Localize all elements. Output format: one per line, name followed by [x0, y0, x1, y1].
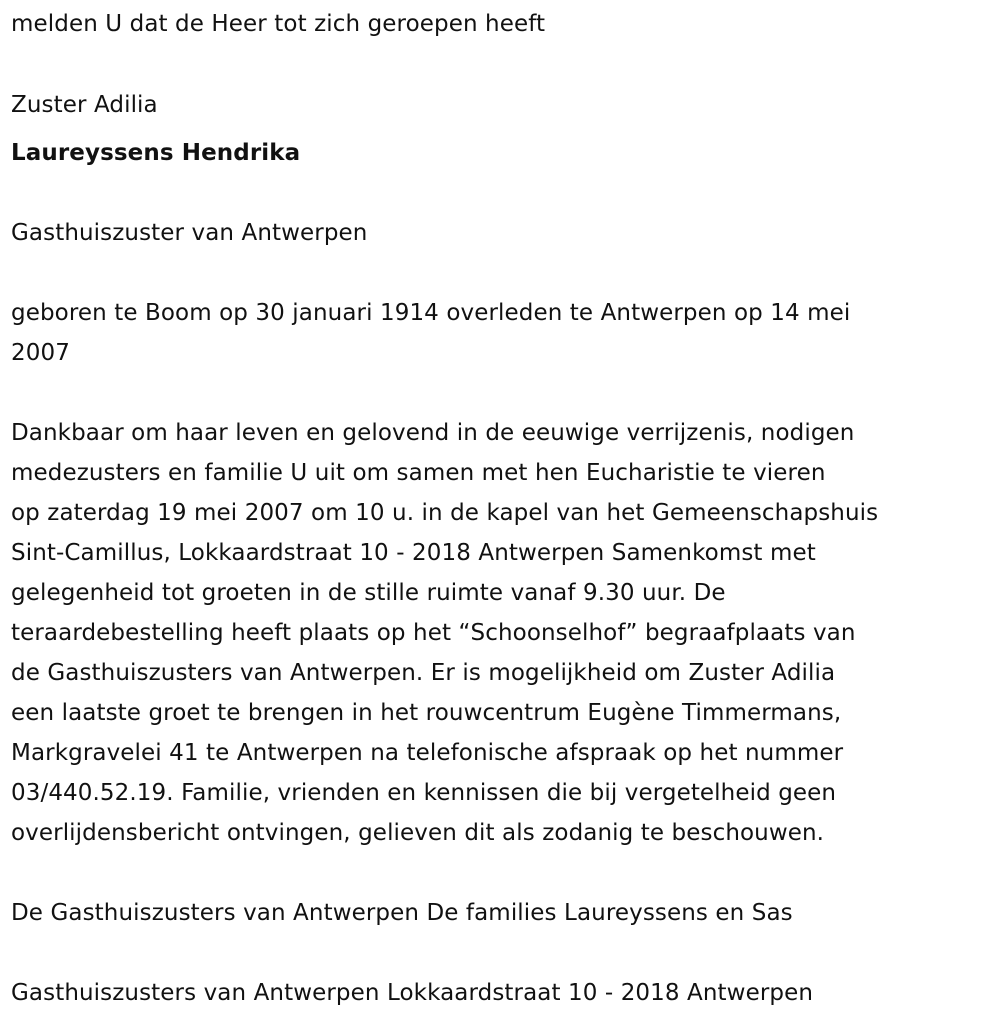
- announcement-line: Sint-Camillus, Lokkaardstraat 10 - 2018 Antwerpen Samenkomst met: [11, 540, 816, 566]
- contact-address: Gasthuiszusters van Antwerpen Lokkaardstraat 10 - 2018 Antwerpen: [11, 980, 814, 1006]
- intro-line: melden U dat de Heer tot zich geroepen heeft: [11, 11, 546, 37]
- full-name: Laureyssens Hendrika: [11, 140, 301, 166]
- announcement-line: teraardebestelling heeft plaats op het “Schoonselhof” begraafplaats van: [11, 620, 856, 646]
- announcement-line: op zaterdag 19 mei 2007 om 10 u. in de kapel van het Gemeenschapshuis: [11, 500, 879, 526]
- announcement-line: gelegenheid tot groeten in de stille ruimte vanaf 9.30 uur. De: [11, 580, 726, 606]
- announcement-line: de Gasthuiszusters van Antwerpen. Er is mogelijkheid om Zuster Adilia: [11, 660, 836, 686]
- announcement-line: medezusters en familie U uit om samen met hen Eucharistie te vieren: [11, 460, 826, 486]
- announcement-paragraph: [11, 413, 878, 853]
- announcement-line: overlijdensbericht ontvingen, gelieven dit als zodanig te beschouwen.: [11, 820, 825, 846]
- announcement-line: Markgravelei 41 te Antwerpen na telefonische afspraak op het nummer: [11, 740, 844, 766]
- religious-name: Zuster Adilia: [11, 92, 158, 118]
- announcement-line: een laatste groet te brengen in het rouwcentrum Eugène Timmermans,: [11, 700, 842, 726]
- announcement-line: 03/440.52.19. Familie, vrienden en kennissen die bij vergetelheid geen: [11, 780, 837, 806]
- signatories: De Gasthuiszusters van Antwerpen De families Laureyssens en Sas: [11, 900, 793, 926]
- birth-death-line: 2007: [11, 340, 70, 366]
- birth-death-paragraph: [11, 293, 850, 373]
- congregation: Gasthuiszuster van Antwerpen: [11, 220, 368, 246]
- announcement-line: Dankbaar om haar leven en gelovend in de eeuwige verrijzenis, nodigen: [11, 420, 855, 446]
- birth-death-line: geboren te Boom op 30 januari 1914 overleden te Antwerpen op 14 mei: [11, 300, 851, 326]
